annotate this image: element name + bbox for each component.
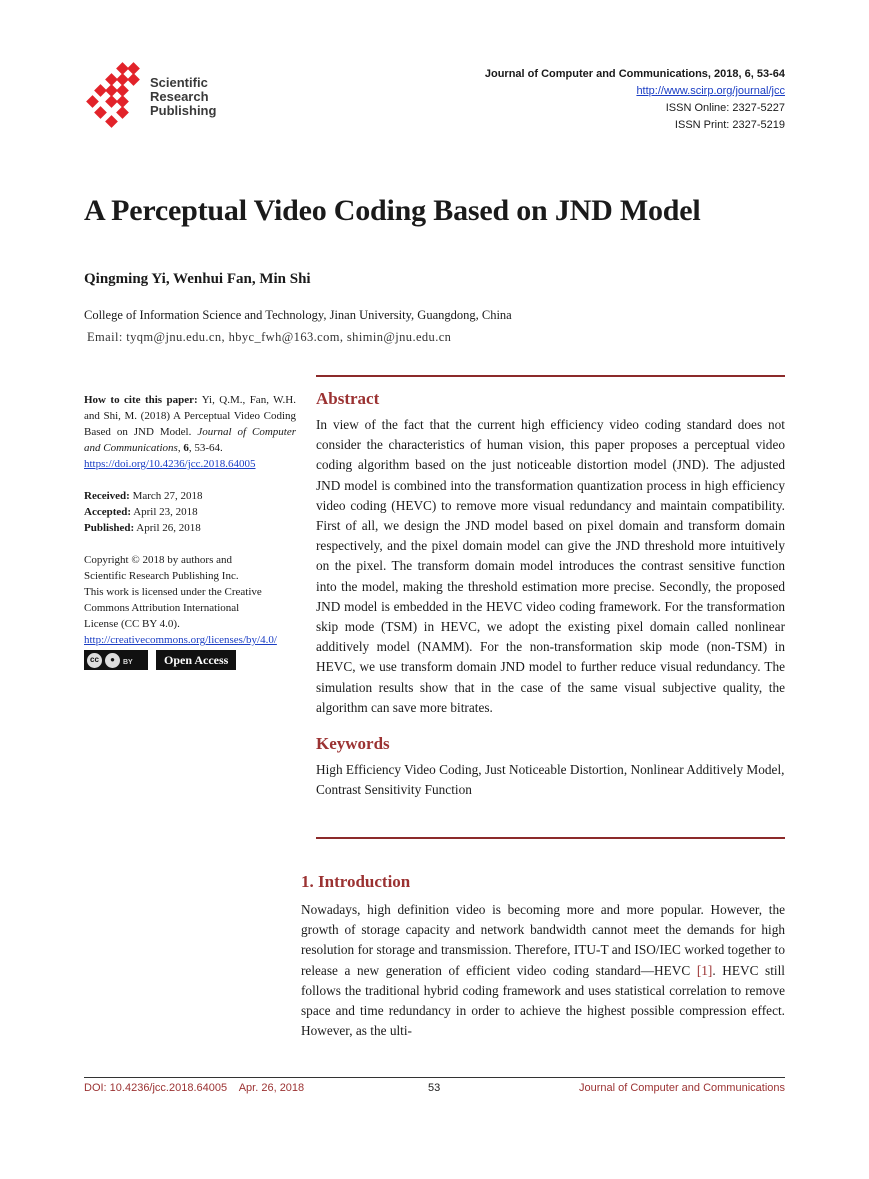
- page-number: 53: [428, 1082, 441, 1094]
- authors: Qingming Yi, Wenhui Fan, Min Shi: [84, 271, 311, 287]
- cite-text: Yi, Q.M., Fan, W.H. and Shi, M. (2018) A Perceptual Video Coding Based on JND Model.: [84, 394, 296, 438]
- published-value: April 26, 2018: [134, 522, 201, 534]
- attribution-person-icon: ●: [105, 653, 120, 668]
- cc-icon: cc: [87, 653, 102, 668]
- email-line: Email: tyqm@jnu.edu.cn, hbyc_fwh@163.com, shimin@jnu.edu.cn: [87, 330, 452, 344]
- cite-journal: Journal of Computer and Communications: [84, 426, 296, 454]
- cc-by-badge[interactable]: [84, 650, 148, 670]
- citation: [84, 392, 296, 472]
- journal-info: [485, 66, 785, 134]
- copyright-line: License (CC BY 4.0).: [84, 618, 180, 630]
- keywords-text: High Efficiency Video Coding, Just Noticeable Distortion, Nonlinear Additively Model, Contrast Sensitivity Function: [316, 762, 785, 798]
- introduction-heading: 1. Introduction: [301, 872, 411, 891]
- copyright-line: Commons Attribution International: [84, 602, 240, 614]
- publisher-line: Publishing: [150, 103, 217, 118]
- copyright: [84, 552, 296, 648]
- cite-text: , 53-64.: [188, 442, 223, 454]
- intro-text-part: . HEVC still follows the traditional hybrid coding framework and uses statistical correlation to remove space and time redundancy in order to achieve the highest possible compression effect. However, as the ulti-: [301, 962, 785, 1039]
- journal-url-link[interactable]: http://www.scirp.org/journal/jcc: [636, 85, 785, 97]
- cite-volume: 6: [183, 442, 189, 454]
- publisher-name: [150, 76, 216, 118]
- affiliation: College of Information Science and Technology, Jinan University, Guangdong, China: [84, 308, 512, 322]
- introduction-text: [301, 900, 785, 1041]
- by-label: BY: [123, 659, 133, 666]
- cite-label: How to cite this paper:: [84, 394, 198, 406]
- open-access-badge[interactable]: Open Access: [156, 650, 236, 670]
- accepted-value: April 23, 2018: [131, 506, 198, 518]
- issn-print: ISSN Print: 2327-5219: [674, 119, 785, 131]
- sidebar: [84, 392, 296, 670]
- accepted-date: [84, 504, 296, 520]
- received-date: [84, 488, 296, 504]
- footer-journal: Journal of Computer and Communications: [578, 1082, 785, 1094]
- paper-title: A Perceptual Video Coding Based on JND Model: [84, 194, 701, 227]
- abstract-text: In view of the fact that the current high efficiency video coding standard does not consider the characteristics of human vision, this paper proposes a perceptual video coding algorithm based on the just noticeable distortion model (JND). The adjusted JND model is combined into the transformation quantization process in high efficiency video coding (HEVC) to remove more visual redundancy and maintain compatibility. First of all, we design the JND model based on pixel domain and transform domain respectively, and the pixel domain model can give the JND threshold more intuitively on the pixel. The transform domain model introduces the contrast sensitive function into the model, making the threshold estimation more precise. Secondly, the proposed JND model is embedded in the HEVC video coding framework. For the transformation skip mode (TSM) in HEVC, we adopt the existing pixel domain called nonlinear additively model (NAMM). For the non-transformation skip mode (non-TSM) in HEVC, we use transform domain JND model to further reduce visual redundancy. The simulation results show that in the case of the same visual subjective quality, the algorithm can save more bitrates.: [316, 417, 785, 715]
- cite-text: ,: [177, 442, 184, 454]
- introduction-section: [301, 872, 785, 1041]
- abstract-section: [316, 389, 785, 800]
- license-link[interactable]: http://creativecommons.org/licenses/by/4.0/: [84, 634, 277, 646]
- copyright-line: Copyright © 2018 by authors and: [84, 554, 232, 566]
- publisher-line: Scientific: [150, 75, 208, 90]
- intro-text-part: Nowadays, high definition video is becoming more and more popular. However, the growth of storage capacity and network bandwidth cannot meet the demands for high resolution for storage and transmission. Therefore, ITU-T and ISO/IEC worked together to release a new generation of efficient video coding standard—HEVC: [301, 902, 785, 978]
- footer-doi: DOI: 10.4236/jcc.2018.64005 Apr. 26, 2018: [84, 1082, 305, 1094]
- published-label: Published:: [84, 522, 135, 534]
- journal-citation-line: Journal of Computer and Communications, 2018, 6, 53-64: [484, 68, 785, 80]
- issn-online: ISSN Online: 2327-5227: [665, 102, 785, 114]
- abstract-heading: Abstract: [316, 389, 380, 408]
- received-label: Received:: [84, 490, 130, 502]
- reference-link[interactable]: [1]: [696, 962, 713, 978]
- received-value: March 27, 2018: [129, 490, 203, 502]
- abstract-bottom-rule: [316, 837, 785, 839]
- copyright-line: This work is licensed under the Creative: [84, 586, 262, 598]
- accepted-label: Accepted:: [84, 506, 132, 518]
- license-badges: [84, 650, 296, 670]
- publisher-line: Research: [150, 89, 209, 104]
- doi-link[interactable]: https://doi.org/10.4236/jcc.2018.64005: [84, 458, 256, 470]
- footer-rule: [84, 1077, 785, 1078]
- keywords-heading: Keywords: [316, 734, 390, 754]
- copyright-line: Scientific Research Publishing Inc.: [84, 570, 239, 582]
- abstract-top-rule: [316, 375, 785, 377]
- dates: [84, 488, 296, 536]
- published-date: [84, 520, 296, 536]
